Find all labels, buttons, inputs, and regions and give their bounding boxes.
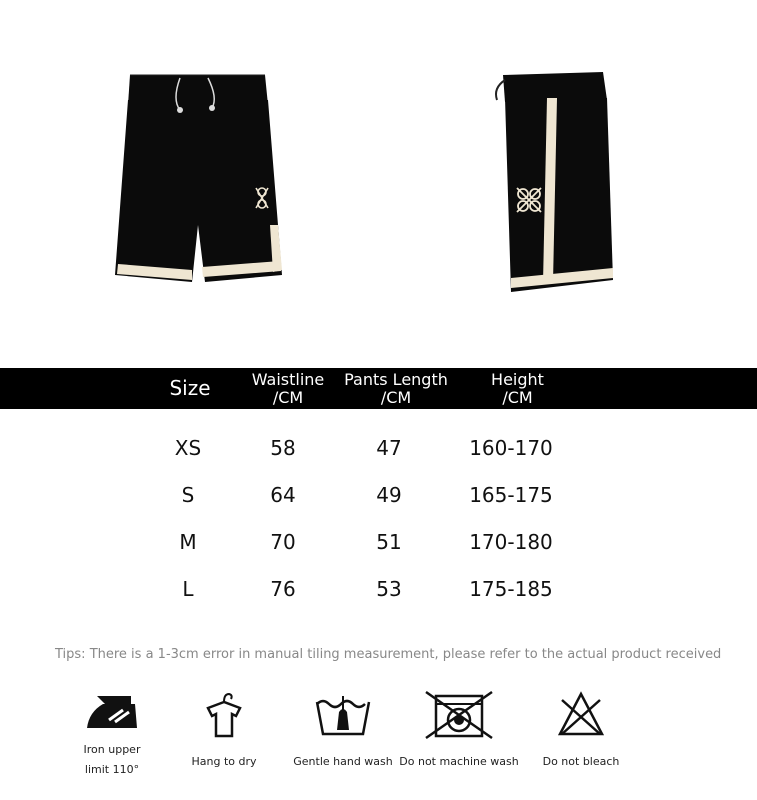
cell-height: 175-185: [469, 577, 553, 601]
cell-size: M: [179, 530, 197, 554]
shorts-side-image: [485, 60, 620, 305]
care-item-hand-wash: Gentle hand wash: [292, 690, 394, 772]
header-waistline: Waistline /CM: [251, 370, 325, 407]
shorts-front-image: [110, 60, 290, 305]
cell-size: S: [181, 483, 195, 507]
care-item-hang-dry: Hang to dry: [184, 690, 264, 772]
iron-icon: [83, 690, 141, 734]
table-row: [0, 577, 757, 607]
cell-size: XS: [174, 436, 202, 460]
cell-pants-length: 47: [376, 436, 402, 460]
cell-waistline: 58: [270, 436, 296, 460]
header-size: Size: [169, 376, 211, 400]
table-row: [0, 483, 757, 513]
cell-size: L: [182, 577, 194, 601]
size-table-header: [0, 368, 757, 409]
cell-pants-length: 53: [376, 577, 402, 601]
cell-waistline: 70: [270, 530, 296, 554]
no-machine-wash-icon: [424, 690, 494, 740]
cell-height: 170-180: [469, 530, 553, 554]
care-item-iron: Iron upper limit 110°: [72, 690, 152, 780]
table-row: [0, 530, 757, 560]
hanger-icon: [202, 690, 246, 740]
hand-wash-icon: [313, 690, 373, 740]
care-item-no-bleach: Do not bleach: [536, 690, 626, 772]
cell-pants-length: 51: [376, 530, 402, 554]
header-height: Height /CM: [491, 370, 544, 407]
measurement-tips: Tips: There is a 1-3cm error in manual tiling measurement, please refer to the actual product received: [55, 647, 722, 662]
cell-waistline: 64: [270, 483, 296, 507]
header-pants-length: Pants Length /CM: [344, 370, 448, 407]
table-row: [0, 436, 757, 466]
cell-height: 160-170: [469, 436, 553, 460]
no-bleach-icon: [556, 690, 606, 740]
cell-pants-length: 49: [376, 483, 402, 507]
cell-height: 165-175: [469, 483, 553, 507]
care-item-no-machine-wash: Do not machine wash: [397, 690, 521, 772]
cell-waistline: 76: [270, 577, 296, 601]
